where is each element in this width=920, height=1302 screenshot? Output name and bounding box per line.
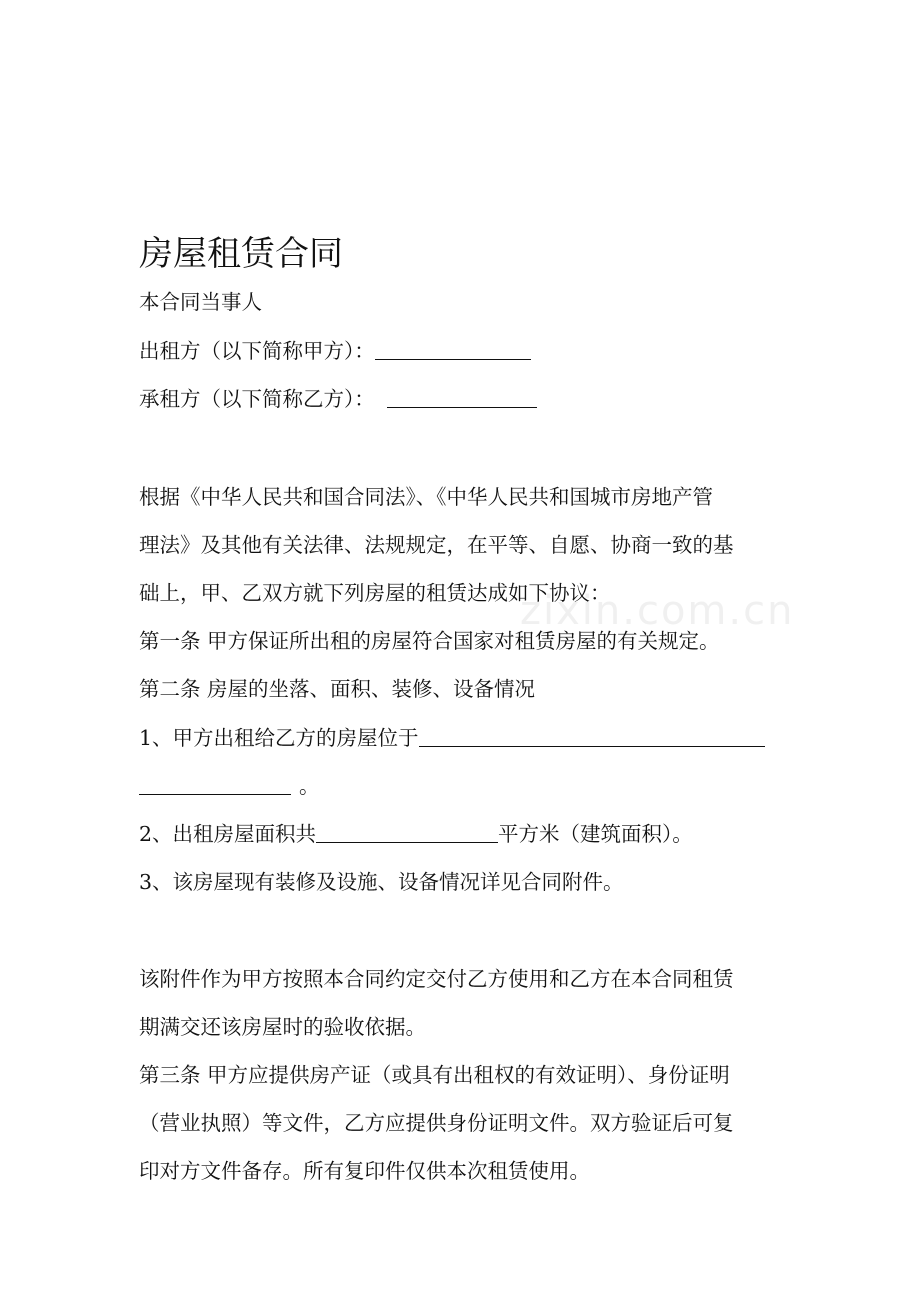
article-3-line-1: 第三条 甲方应提供房产证（或具有出租权的有效证明）、身份证明 (139, 1063, 730, 1087)
item-1-blank (419, 726, 765, 747)
article-1: 第一条 甲方保证所出租的房屋符合国家对租赁房屋的有关规定。 (139, 629, 720, 653)
item-2-unit: 平方米（建筑面积）。 (498, 822, 693, 846)
parties-heading: 本合同当事人 (139, 290, 262, 314)
preamble-line-2: 理法》及其他有关法律、法规规定，在平等、自愿、协商一致的基 (139, 533, 734, 557)
item-1-continuation (139, 771, 320, 801)
article-2-heading: 第二条 房屋的坐落、面积、装修、设备情况 (139, 677, 536, 701)
watermark: zixin.com.cn (520, 588, 795, 634)
lessor-line (139, 336, 531, 366)
annex-note-line-1: 该附件作为甲方按照本合同约定交付乙方使用和乙方在本合同租赁 (139, 967, 734, 991)
lessor-label: 出租方（以下简称甲方）： (139, 339, 375, 363)
item-2-blank (316, 822, 498, 843)
lessee-blank (387, 387, 537, 408)
document-title: 房屋租赁合同 (139, 234, 343, 274)
lessee-label: 承租方（以下简称乙方）： (139, 387, 375, 411)
item-3: 3、该房屋现有装修及设施、设备情况详见合同附件。 (139, 870, 624, 894)
item-1-blank-continued (139, 774, 291, 795)
annex-note-line-2: 期满交还该房屋时的验收依据。 (139, 1015, 426, 1039)
item-1-line (139, 723, 765, 753)
item-2-label: 2、出租房屋面积共 (139, 822, 317, 846)
article-3-line-2: （营业执照）等文件，乙方应提供身份证明文件。双方验证后可复 (139, 1111, 734, 1135)
item-2-line (139, 819, 693, 849)
lessor-blank (375, 339, 531, 360)
preamble-line-3: 础上，甲、乙双方就下列房屋的租赁达成如下协议： (139, 581, 611, 605)
item-1-end: 。 (299, 774, 320, 798)
item-1-label: 1、甲方出租给乙方的房屋位于 (139, 726, 419, 750)
lessee-line (139, 384, 537, 414)
article-3-line-3: 印对方文件备存。所有复印件仅供本次租赁使用。 (139, 1159, 590, 1183)
preamble-line-1: 根据《中华人民共和国合同法》、《中华人民共和国城市房地产管 (139, 485, 713, 509)
